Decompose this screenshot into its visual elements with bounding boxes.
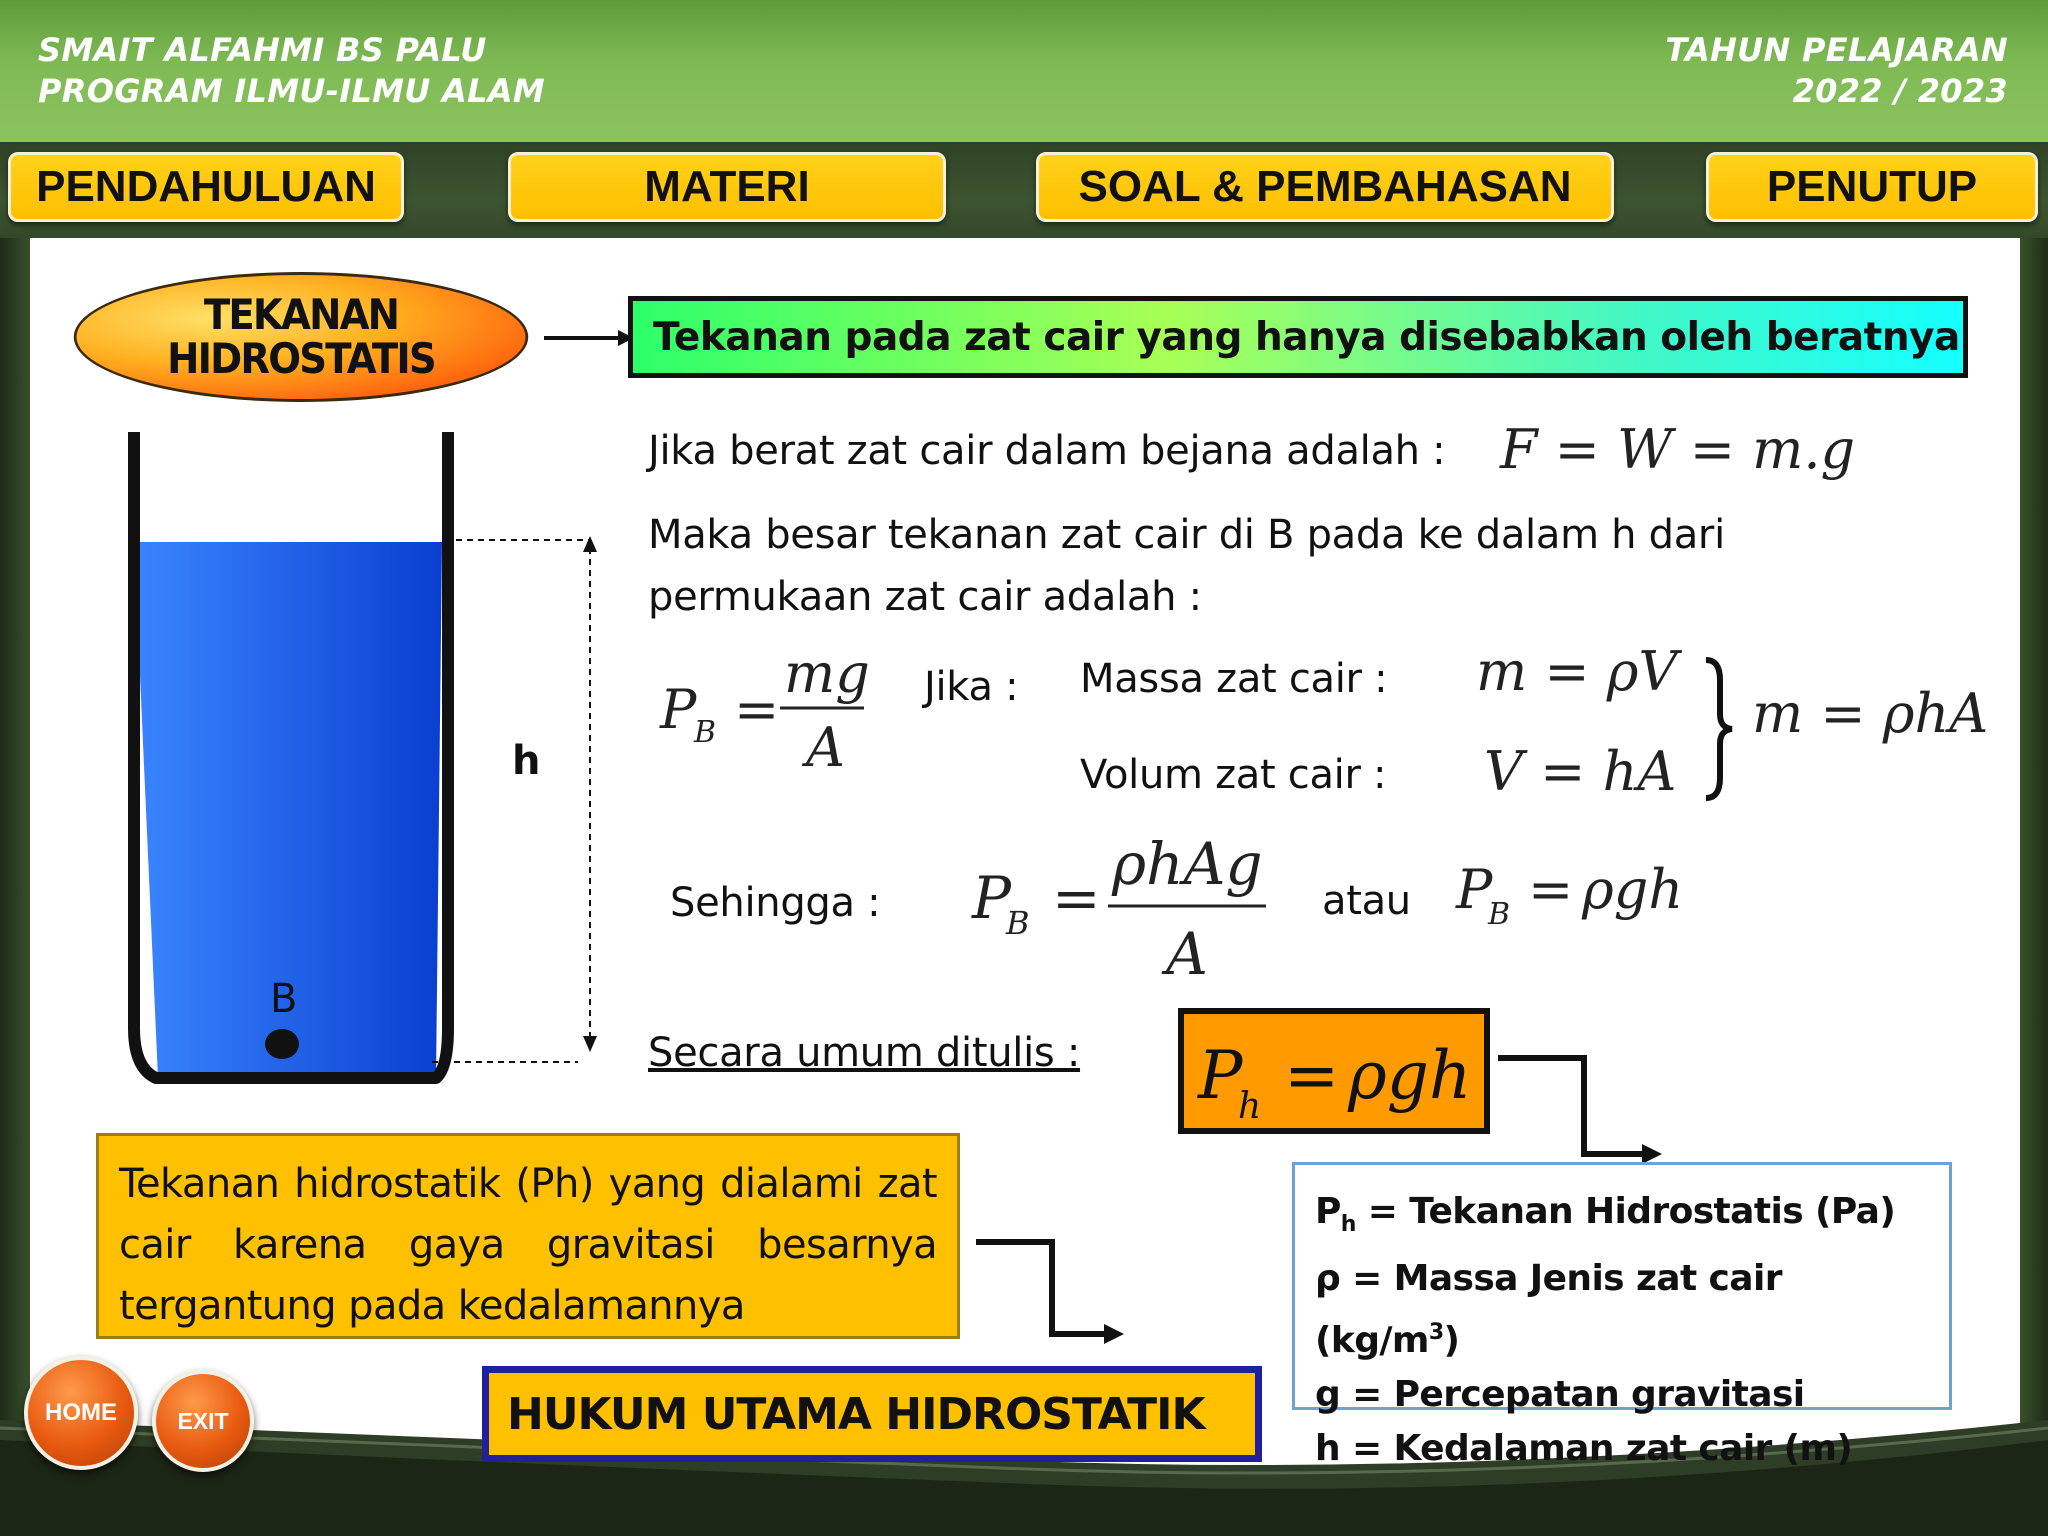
legend-h: h = Kedalaman zat cair (m) <box>1315 1428 1853 1470</box>
year-value: 2022 / 2023 <box>1792 72 2008 110</box>
jika-label: Jika : <box>924 664 1019 710</box>
legend-ph: $P_h$ = Tekanan Hidrostatis (Pa) <box>1315 1191 1896 1238</box>
mass-label: Massa zat cair : <box>1080 656 1388 702</box>
svg-text:B: B <box>694 715 717 750</box>
navigation-bar <box>0 142 2048 238</box>
legend-g: g = Percepatan gravitasi <box>1315 1374 1805 1416</box>
home-button[interactable]: HOME <box>24 1356 138 1470</box>
svg-text:ρhAg: ρhAg <box>1112 830 1263 898</box>
school-name: SMAIT ALFAHMI BS PALU <box>38 31 487 69</box>
point-b-dot <box>265 1029 299 1059</box>
legend-rho: ρ = Massa Jenis zat cair $(kg/m^3)$ <box>1315 1258 1782 1362</box>
legend-arrow <box>1494 1048 1674 1178</box>
variable-legend <box>1292 1162 1952 1470</box>
law-title-box: HUKUM UTAMA HIDROSTATIK <box>482 1366 1262 1462</box>
svg-text:mg: mg <box>784 642 870 705</box>
mass-formula: m = ρV <box>1476 640 1678 703</box>
svg-text:=: = <box>734 678 780 741</box>
law-arrow <box>972 1230 1142 1350</box>
pb-rhogh-formula <box>1452 852 1692 942</box>
school-info <box>38 30 545 112</box>
pb-mg-over-a-formula <box>656 636 876 786</box>
height-label: h <box>512 738 541 784</box>
nav-penutup-button[interactable]: PENUTUP <box>1706 152 2038 222</box>
pressure-statement-line1: Maka besar tekanan zat cair di B pada ke dalam h dari <box>648 512 1725 558</box>
nav-materi-button[interactable]: MATERI <box>508 152 946 222</box>
combined-mass-formula: m = ρhA <box>1752 682 1989 745</box>
svg-text:P: P <box>1456 858 1493 921</box>
svg-text:h: h <box>1238 1086 1262 1127</box>
beaker-diagram <box>120 428 620 1088</box>
svg-text:ρgh: ρgh <box>1348 1037 1472 1114</box>
definition-box: Tekanan pada zat cair yang hanya disebabkan oleh beratnya <box>628 296 1968 378</box>
pressure-statement-line2: permukaan zat cair adalah : <box>648 574 1202 620</box>
left-frame <box>0 238 30 1536</box>
nav-pendahuluan-button[interactable]: PENDAHULUAN <box>8 152 404 222</box>
topic-title-line2: HIDROSTATIS <box>167 334 435 383</box>
svg-text:=: = <box>1528 858 1574 921</box>
right-brace <box>1700 656 1740 802</box>
year-label: TAHUN PELAJARAN <box>1665 31 2008 69</box>
sehingga-label: Sehingga : <box>670 880 881 926</box>
pb-rhohag-over-a-formula <box>962 826 1282 986</box>
volume-label: Volum zat cair : <box>1080 752 1387 798</box>
svg-text:ρgh: ρgh <box>1582 858 1684 921</box>
definition-arrow <box>540 320 640 360</box>
general-statement: Secara umum ditulis : <box>648 1030 1081 1076</box>
weight-statement: Jika berat zat cair dalam bejana adalah : <box>648 428 1446 474</box>
nav-soal-button[interactable]: SOAL & PEMBAHASAN <box>1036 152 1614 222</box>
exit-button[interactable]: EXIT <box>152 1370 254 1472</box>
svg-text:A: A <box>1166 920 1208 986</box>
volume-formula: V = hA <box>1484 740 1677 803</box>
svg-text:=: = <box>1284 1037 1340 1114</box>
svg-text:P: P <box>660 678 697 741</box>
topic-title <box>74 272 528 402</box>
ph-rhogh-formula <box>1184 1014 1484 1128</box>
svg-text:B: B <box>1488 897 1511 932</box>
svg-text:=: = <box>1052 864 1101 932</box>
main-formula-box <box>1178 1008 1490 1134</box>
weight-formula: F = W = m.g <box>1500 418 1856 481</box>
svg-text:P: P <box>1198 1037 1243 1114</box>
svg-text:B: B <box>1006 904 1030 942</box>
svg-text:A: A <box>806 716 845 779</box>
atau-label: atau <box>1322 878 1411 924</box>
topic-title-line1: TEKANAN <box>203 290 399 339</box>
header-bar <box>0 0 2048 142</box>
academic-year <box>1665 30 2008 112</box>
program-name: PROGRAM ILMU-ILMU ALAM <box>38 72 545 110</box>
point-b-label: B <box>270 976 298 1022</box>
svg-text:P: P <box>972 864 1012 932</box>
right-frame <box>2020 238 2048 1536</box>
description-box: Tekanan hidrostatik (Ph) yang dialami zat cair karena gaya gravitasi besarnya tergantung pada kedalamannya <box>96 1133 960 1339</box>
